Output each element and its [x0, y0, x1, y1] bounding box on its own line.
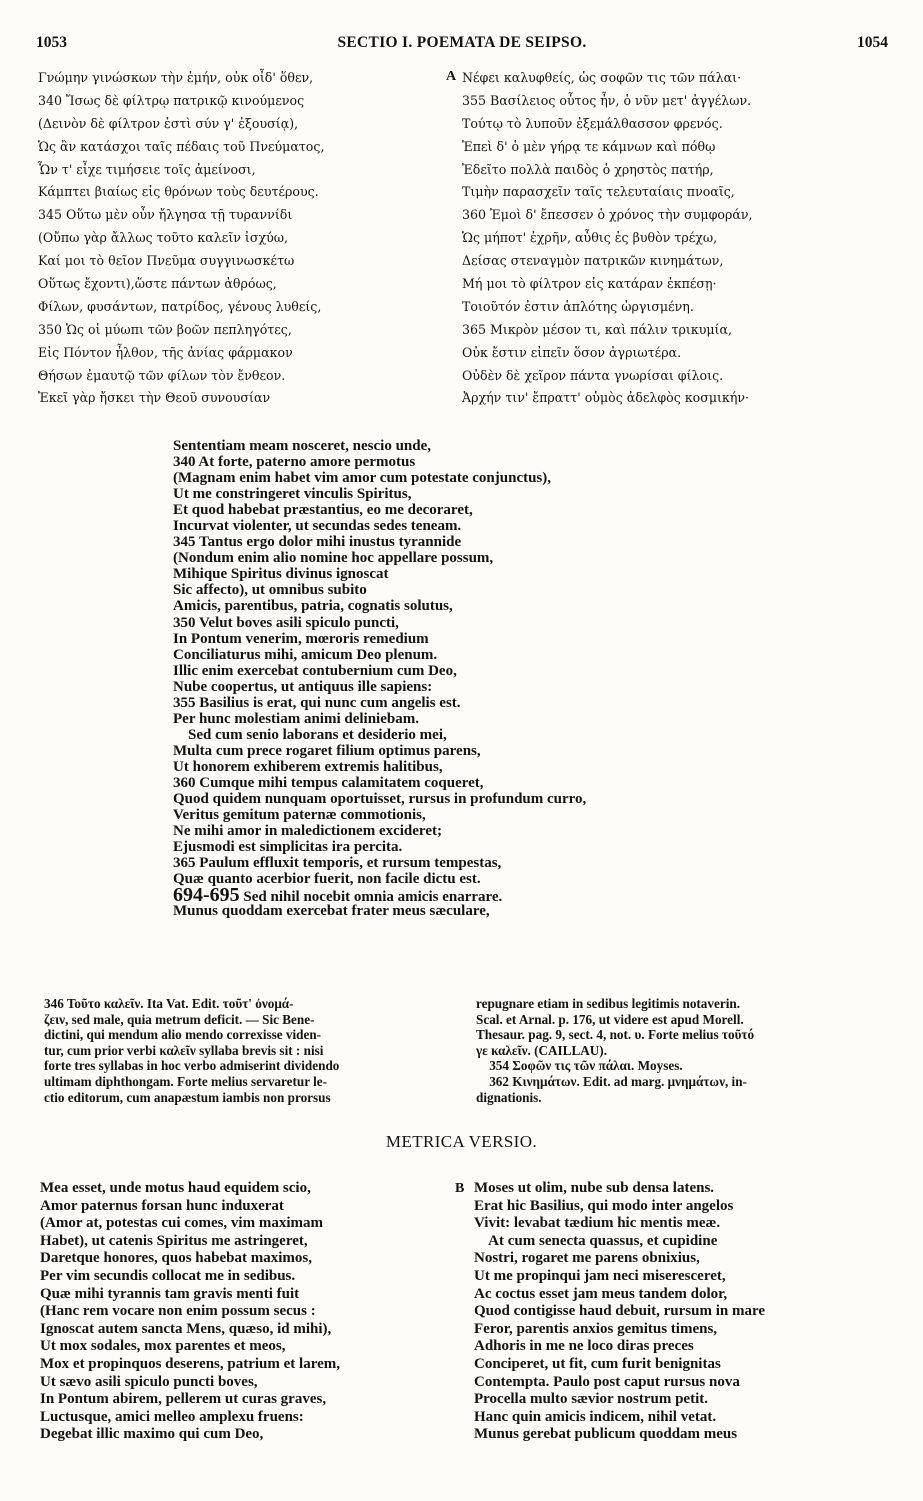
- greek-line: Τοιοῦτόν ἐστιν ἁπλότης ὠργισμένη.: [462, 298, 694, 314]
- verse-line: Feror, parentis anxios gemitus timens,: [474, 1320, 718, 1337]
- greek-line: Ἀρχήν τιν' ἔπραττ' οὑμὸς ἀδελφὸς κοσμικήν·: [462, 390, 750, 406]
- greek-line: Ὡς μήποτ' ἐχρῆν, αὖθις ἐς βυθὸν τρέχω,: [462, 230, 718, 246]
- latin-translation: [173, 438, 733, 919]
- footnote-line: dignationis.: [476, 1089, 542, 1105]
- verse-line: Ignoscat autem sancta Mens, quæso, id mihi),: [40, 1320, 332, 1337]
- greek-line: Γνώμην γινώσκων τὴν ἐμήν, οὐκ οἶδ' ὅθεν,: [38, 70, 314, 85]
- latin-line: In Pontum venerim, mœroris remedium: [173, 630, 429, 647]
- verse-line: (Hanc rem vocare non enim possum secus :: [40, 1303, 316, 1320]
- verse-line: Moses ut olim, nube sub densa latens.: [474, 1180, 715, 1196]
- greek-line: Καί μοι τὸ θεῖον Πνεῦμα συγγινωσκέτω: [38, 253, 295, 269]
- latin-line-with-marker: [173, 884, 733, 907]
- footnote-line: γε καλεῖν. (CAILLAU).: [476, 1042, 607, 1058]
- greek-line: Φίλων, φυσάντων, πατρίδος, γένους λυθείς,: [38, 298, 322, 314]
- footnote-line: 362 Κινημάτων. Edit. ad marg. μνημάτων, in-: [476, 1073, 747, 1089]
- latin-line: 350 Velut boves asili spiculo puncti,: [173, 614, 399, 631]
- greek-line: Ἐκεῖ γὰρ ἤσκει τὴν Θεοῦ συνουσίαν: [38, 390, 271, 406]
- latin-line: Multa cum prece rogaret filium optimus parens,: [173, 742, 481, 759]
- latin-line: Nube coopertus, ut antiquus ille sapiens:: [173, 678, 433, 695]
- verse-line: Quæ mihi tyrannis tam gravis menti fuit: [40, 1285, 300, 1302]
- verse-line: Degebat illic maximo qui cum Deo,: [40, 1426, 264, 1443]
- greek-line: 365 Μικρὸν μέσον τι, καὶ πάλιν τρικυμία,: [462, 321, 732, 337]
- verse-line: Amor paternus forsan hunc induxerat: [40, 1197, 284, 1214]
- greek-line: Οὐδὲν δὲ χεῖρον πάντα γνωρίσαι φίλοις.: [462, 367, 724, 383]
- metrica-versio-left: [40, 1180, 442, 1444]
- footnote-line: ζειν, sed male, quia metrum deficit. — Sic Bene-: [44, 1011, 315, 1027]
- latin-line: 345 Tantus ergo dolor mihi inustus tyrannide: [173, 534, 462, 551]
- greek-line: Ὧν τ' εἶχε τιμήσειε τοῖς ἀμείνοσι,: [38, 161, 256, 177]
- footnote-line: forte tres syllabas in hoc verbo admiserint dividendo: [44, 1058, 340, 1074]
- page-number-right: 1054: [857, 34, 888, 51]
- latin-line: 355 Basilius is erat, qui nunc cum angelis est.: [173, 694, 461, 711]
- footnote-line: dictini, qui mendum alio mendo correxisse viden-: [44, 1027, 322, 1043]
- latin-line: Quod quidem nunquam oportuisset, rursus in profundum curro,: [173, 791, 587, 808]
- footnote-line: 346 Τοῦτο καλεῖν. Ita Vat. Edit. τοῦτ' ὀνομά-: [44, 996, 294, 1011]
- page-header: [36, 34, 888, 56]
- footnotes-right: [476, 996, 896, 1105]
- latin-line: Incurvat violenter, ut secundas sedes teneam.: [173, 518, 462, 535]
- verse-line: At cum senecta quassus, et cupidine: [474, 1232, 718, 1249]
- verse-line: Procella multo sævior nostrum petit.: [474, 1391, 709, 1408]
- greek-line: (Οὔπω γὰρ ἄλλως τοῦτο καλεῖν ἰσχύω,: [38, 230, 289, 246]
- verse-line: Vivit: levabat tædium hic mentis meæ.: [474, 1215, 721, 1232]
- latin-line: Sententiam meam nosceret, nescio unde,: [173, 438, 432, 454]
- verse-line: Mea esset, unde motus haud equidem scio,: [40, 1180, 311, 1196]
- verse-line: Conciperet, ut fit, cum furit benignitas: [474, 1355, 721, 1372]
- verse-line: Erat hic Basilius, qui modo inter angelos: [474, 1197, 734, 1214]
- latin-line: Sic affecto), ut omnibus subito: [173, 582, 367, 599]
- greek-line: (Δεινὸν δὲ φίλτρον ἐστὶ σύν γ' ἐξουσίᾳ),: [38, 115, 299, 131]
- latin-line: 360 Cumque mihi tempus calamitatem coqueret,: [173, 774, 484, 791]
- greek-line: Δείσας στεναγμὸν πατρικῶν κινημάτων,: [462, 253, 724, 269]
- verse-line: Per vim secundis collocat me in sedibus.: [40, 1267, 296, 1284]
- greek-line: Ὡς ἂν κατάσχοι ταῖς πέδαις τοῦ Πνεύματος,: [38, 138, 325, 154]
- footnote-line: tur, cum prior verbi καλεῖν syllaba brevis sit : nisi: [44, 1042, 324, 1058]
- greek-line: Ἐπεὶ δ' ὁ μὲν γήρᾳ τε κάμνων καὶ πόθῳ: [462, 138, 716, 154]
- verse-line: Adhoris in me ne loco diras preces: [474, 1338, 694, 1355]
- verse-line: Mox et propinquos deserens, patrium et larem,: [40, 1355, 340, 1372]
- latin-line: (Magnam enim habet vim amor cum potestate conjunctus),: [173, 470, 552, 487]
- greek-line: Εἰς Πόντον ἦλθον, τῆς ἀνίας φάρμακον: [38, 344, 293, 360]
- greek-line: Κάμπτει βιαίως εἰς θρόνων τοὺς δευτέρους.: [38, 184, 319, 200]
- greek-line: Θήσων ἐμαυτῷ τῶν φίλων τὸν ἔνθεον.: [38, 367, 286, 383]
- latin-line: Munus quoddam exercebat frater meus sæculare,: [173, 903, 490, 920]
- greek-line: 345 Οὕτω μὲν οὖν ἤλγησα τῇ τυραννίδι: [38, 207, 293, 223]
- verse-line: Hanc quin amicis indicem, nihil vetat.: [474, 1408, 717, 1425]
- footnote-line: ctio editorum, cum anapæstum iambis non prorsus: [44, 1089, 331, 1105]
- footnote-line: 354 Σοφῶν τις τῶν πάλαι. Moyses.: [476, 1058, 683, 1074]
- greek-line: 360 Ἐμοὶ δ' ἔπεσσεν ὁ χρόνος τὴν συμφοράν,: [462, 207, 753, 223]
- footnotes-left: [44, 996, 468, 1105]
- greek-line: Οὕτως ἔχοντι),ὥστε πάντων ἀθρόως,: [38, 276, 277, 292]
- verse-line: Ut sævo asili spiculo puncti boves,: [40, 1373, 258, 1390]
- verse-line: Ut me propinqui jam neci miseresceret,: [474, 1267, 726, 1284]
- latin-line: Et quod habebat præstantius, eo me decoraret,: [173, 502, 473, 519]
- verse-line: Ac coctus esset jam meus tandem dolor,: [474, 1285, 728, 1302]
- latin-line: 365 Paulum effluxit temporis, et rursum tempestas,: [173, 855, 502, 872]
- greek-line: Ἐδεῖτο πολλὰ παιδὸς ὁ χρηστὸς πατήρ,: [462, 161, 714, 177]
- greek-line: 350 Ὡς οἱ μύωπι τῶν βοῶν πεπληγότες,: [38, 321, 292, 337]
- greek-line: 340 Ἴσως δὲ φίλτρῳ πατρικῷ κινούμενος: [38, 92, 305, 108]
- margin-letter-b: B: [455, 1181, 465, 1196]
- latin-line: Ut honorem exhiberem extremis halitibus,: [173, 758, 443, 775]
- verse-line: Daretque honores, quos habebat maximos,: [40, 1250, 312, 1267]
- verse-line: Nostri, rogaret me parens obnixius,: [474, 1250, 700, 1267]
- latin-line: (Nondum enim alio nomine hoc appellare possum,: [173, 550, 494, 567]
- verse-line: Luctusque, amici melleo amplexu fruens:: [40, 1408, 304, 1425]
- footnote-line: ultimam diphthongam. Forte melius servaretur le-: [44, 1073, 328, 1089]
- greek-line: 355 Βασίλειος οὗτος ἦν, ὁ νῦν μετ' ἀγγέλων.: [462, 92, 752, 108]
- greek-line: Νέφει καλυφθείς, ὡς σοφῶν τις τῶν πάλαι·: [462, 70, 742, 85]
- latin-line: 340 At forte, paterno amore permotus: [173, 454, 416, 471]
- page-number-left: 1053: [36, 34, 67, 51]
- section-title: METRICA VERSIO.: [385, 1132, 538, 1151]
- latin-line: Amicis, parentibus, patria, cognatis solutus,: [173, 598, 453, 615]
- verse-line: Quod contigisse haud debuit, rursum in mare: [474, 1303, 766, 1320]
- footnote-line: Thesaur. pag. 9, sect. 4, not. υ. Forte melius τοῦτό: [476, 1027, 755, 1043]
- latin-line: Sed cum senio laborans et desiderio mei,: [173, 726, 447, 743]
- latin-line: Conciliaturus mihi, amicum Deo plenum.: [173, 646, 438, 663]
- greek-line: Τούτῳ τὸ λυποῦν ἐξεμάλθασσον φρενός.: [462, 115, 723, 131]
- latin-line: Ne mihi amor in maledictionem excideret;: [173, 823, 442, 840]
- verse-line: Munus gerebat publicum quoddam meus: [474, 1426, 738, 1443]
- verse-line: Habet), ut catenis Spiritus me astringeret,: [40, 1232, 308, 1249]
- latin-line-text: Sed nihil nocebit omnia amicis enarrare.: [239, 889, 503, 906]
- greek-line: Οὐκ ἔστιν εἰπεῖν ὅσον ἀγριωτέρα.: [462, 344, 682, 360]
- greek-text-right-column: [462, 67, 890, 410]
- verse-line: Contempta. Paulo post caput rursus nova: [474, 1373, 740, 1390]
- latin-line: Per hunc molestiam animi deliniebam.: [173, 710, 419, 727]
- column-marker: 694-695: [173, 884, 240, 907]
- verse-line: Ut mox sodales, mox parentes et meos,: [40, 1338, 286, 1355]
- latin-line: Ejusmodi est simplicitas ira percita.: [173, 839, 403, 856]
- verse-line: (Amor at, potestas cui comes, vim maximam: [40, 1215, 324, 1232]
- verse-line: In Pontum abirem, pellerem ut curas graves,: [40, 1391, 327, 1408]
- greek-line: Μή μοι τὸ φίλτρον εἰς κατάραν ἐκπέσῃ·: [462, 276, 717, 292]
- margin-letter-a: A: [446, 69, 457, 84]
- latin-line: Mihique Spiritus divinus ignoscat: [173, 566, 389, 583]
- latin-line: Quæ quanto acerbior fuerit, non facile dictu est.: [173, 871, 481, 888]
- running-title: SECTIO I. POEMATA DE SEIPSO.: [337, 34, 587, 51]
- footnote-line: Scal. et Arnal. p. 176, ut videre est apud Morell.: [476, 1011, 744, 1027]
- footnote-line: repugnare etiam in sedibus legitimis notaverin.: [476, 996, 741, 1011]
- latin-line: Veritus gemitum paternæ commotionis,: [173, 807, 426, 824]
- latin-line: Ut me constringeret vinculis Spiritus,: [173, 486, 412, 503]
- greek-line: Τιμὴν παρασχεῖν ταῖς τελευταίαις πνοαῖς,: [462, 184, 735, 200]
- latin-line: Illic enim exercebat contubernium cum Deo,: [173, 662, 457, 679]
- greek-text-left-column: [38, 67, 440, 410]
- metrica-versio-right: [474, 1180, 894, 1444]
